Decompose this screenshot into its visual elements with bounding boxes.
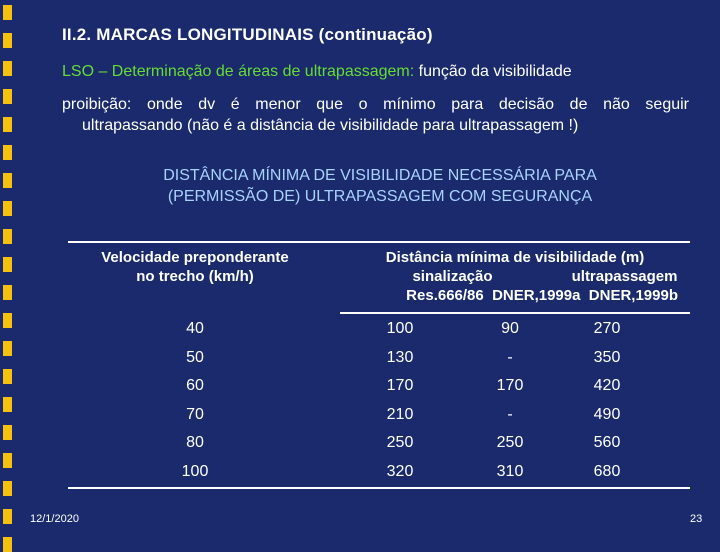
speed-cell: 50 bbox=[186, 348, 204, 366]
table-top-rule bbox=[68, 241, 690, 243]
table-bottom-rule bbox=[68, 487, 690, 489]
header-bottom-rule bbox=[340, 312, 690, 314]
dner-1999b-cell: 270 bbox=[593, 320, 621, 337]
stripe-segment bbox=[3, 313, 12, 328]
stripe-segment bbox=[3, 61, 12, 76]
stripe-segment bbox=[3, 117, 12, 132]
dner-1999b-cell: 420 bbox=[593, 377, 621, 395]
subheader-ultrapassagem: ultrapassagem bbox=[571, 268, 678, 285]
slide-title: II.2. MARCAS LONGITUDINAIS (continuação) bbox=[62, 25, 433, 44]
speed-header-line-2: no trecho (km/h) bbox=[136, 268, 254, 285]
stripe-segment bbox=[3, 397, 12, 412]
res-666-cell: 210 bbox=[386, 405, 414, 423]
subtitle-green-text: LSO – Determinação de áreas de ultrapassagem: bbox=[62, 63, 415, 80]
paragraph-line-2: ultrapassando (não é a distância de visibilidade para ultrapassagem !) bbox=[82, 117, 579, 134]
speed-cell: 40 bbox=[186, 320, 204, 337]
res-666-cell: 100 bbox=[386, 320, 414, 337]
speed-cell: 100 bbox=[181, 463, 209, 480]
dner-1999a-cell: 250 bbox=[496, 434, 524, 452]
speed-cell: 60 bbox=[186, 377, 204, 395]
speed-column-header bbox=[70, 248, 320, 286]
subtitle-white-text: função da visibilidade bbox=[414, 63, 572, 80]
distance-column-header bbox=[340, 248, 690, 305]
stripe-segment bbox=[3, 369, 12, 384]
stripe-segment bbox=[3, 481, 12, 496]
body-paragraph bbox=[62, 94, 689, 136]
paragraph-line-1: proibição: onde dv é menor que o mínimo para decisão de não seguir bbox=[62, 96, 689, 113]
stripe-segment bbox=[3, 145, 12, 160]
res-666-cell: 170 bbox=[386, 377, 414, 395]
speed-header-line-1: Velocidade preponderante bbox=[101, 249, 289, 266]
heading-line-1: DISTÂNCIA MÍNIMA DE VISIBILIDADE NECESSÁRIA PARA bbox=[163, 167, 597, 184]
table-heading bbox=[100, 165, 660, 207]
subheader-references: Res.666/86 DNER,1999a DNER,1999b bbox=[406, 287, 678, 304]
res-666-cell: 130 bbox=[386, 348, 414, 366]
stripe-segment bbox=[3, 425, 12, 440]
page-number: 23 bbox=[690, 513, 703, 525]
heading-line-2: (PERMISSÃO DE) ULTRAPASSAGEM COM SEGURANÇA bbox=[167, 188, 593, 205]
dner-1999a-cell: 90 bbox=[501, 320, 519, 337]
stripe-segment bbox=[3, 341, 12, 356]
stripe-segment bbox=[3, 33, 12, 48]
left-accent-stripe bbox=[0, 0, 14, 540]
dner-1999b-cell: 490 bbox=[593, 405, 621, 423]
stripe-segment bbox=[3, 537, 12, 552]
dner-1999a-cell: - bbox=[507, 405, 513, 423]
stripe-segment bbox=[3, 453, 12, 468]
dner-1999b-cell: 350 bbox=[593, 348, 621, 366]
stripe-segment bbox=[3, 173, 12, 188]
stripe-segment bbox=[3, 89, 12, 104]
stripe-segment bbox=[3, 5, 12, 20]
distance-header-subcolumns bbox=[340, 267, 690, 286]
footer-date: 12/1/2020 bbox=[30, 513, 79, 525]
subheader-sinalizacao: sinalização bbox=[412, 268, 493, 285]
stripe-segment bbox=[3, 509, 12, 524]
dner-1999b-cell: 680 bbox=[593, 463, 621, 480]
stripe-segment bbox=[3, 201, 12, 216]
stripe-segment bbox=[3, 229, 12, 244]
dner-1999a-cell: 170 bbox=[496, 377, 524, 395]
stripe-segment bbox=[3, 285, 12, 300]
distance-header-line-1: Distância mínima de visibilidade (m) bbox=[385, 249, 645, 266]
dner-1999a-cell: 310 bbox=[496, 463, 524, 480]
res-666-cell: 250 bbox=[386, 434, 414, 452]
dner-1999b-cell: 560 bbox=[593, 434, 621, 452]
speed-cell: 70 bbox=[186, 405, 204, 423]
dner-1999a-cell: - bbox=[507, 348, 513, 366]
stripe-segment bbox=[3, 257, 12, 272]
res-666-cell: 320 bbox=[386, 463, 414, 480]
slide-subtitle bbox=[62, 63, 572, 81]
speed-cell: 80 bbox=[186, 434, 204, 452]
